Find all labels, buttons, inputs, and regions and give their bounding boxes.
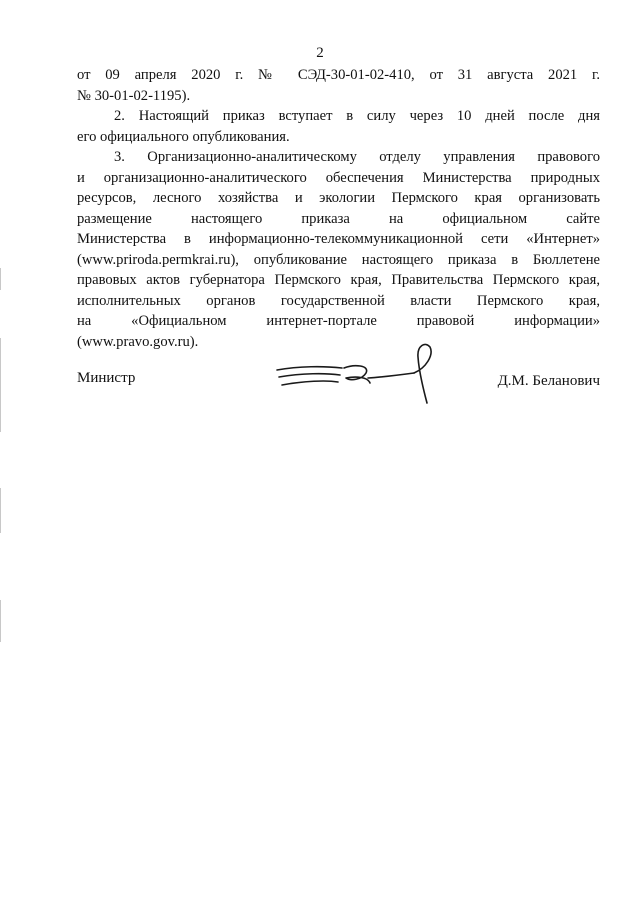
signer-position: Министр [77, 370, 136, 386]
scan-margin-mark [0, 488, 1, 533]
text-line: правовых актов губернатора Пермского края, Правительства Пермского края, [77, 272, 600, 288]
text-line: на «Официальном интернет-портале правовой информации» [77, 313, 600, 329]
scan-margin-mark [0, 600, 1, 642]
text-line: его официального опубликования. [77, 128, 290, 145]
paragraph-2-first-line: 2. Настоящий приказ вступает в силу через 10 дней после дня [114, 108, 600, 124]
text-line: № 30-01-02-1195). [77, 87, 191, 104]
text-line: Министерства в информационно-телекоммуникационной сети «Интернет» [77, 231, 600, 247]
handwritten-signature [274, 340, 444, 405]
text-line: размещение настоящего приказа на официальном сайте [77, 210, 600, 227]
text-line: ресурсов, лесного хозяйства и экологии Пермского края организовать [77, 190, 600, 206]
scan-margin-mark [0, 338, 1, 432]
scan-margin-mark [0, 268, 1, 290]
paragraph-3-first-line: 3. Организационно-аналитическому отделу управления правового [114, 149, 600, 165]
signature-block [77, 340, 600, 410]
signer-name: Д.М. Беланович [497, 373, 600, 389]
page-number: 2 [316, 45, 324, 61]
text-line: (www.pravo.gov.ru). [77, 333, 199, 350]
document-body [77, 65, 600, 352]
text-line: исполнительных органов государственной власти Пермского края, [77, 292, 600, 309]
text-line: (www.priroda.permkrai.ru), опубликование настоящего приказа в Бюллетене [77, 251, 600, 268]
text-line: и организационно-аналитического обеспечения Министерства природных [77, 169, 600, 186]
text-line: от 09 апреля 2020 г. № СЭД-30-01-02-410, от 31 августа 2021 г. [77, 67, 600, 83]
